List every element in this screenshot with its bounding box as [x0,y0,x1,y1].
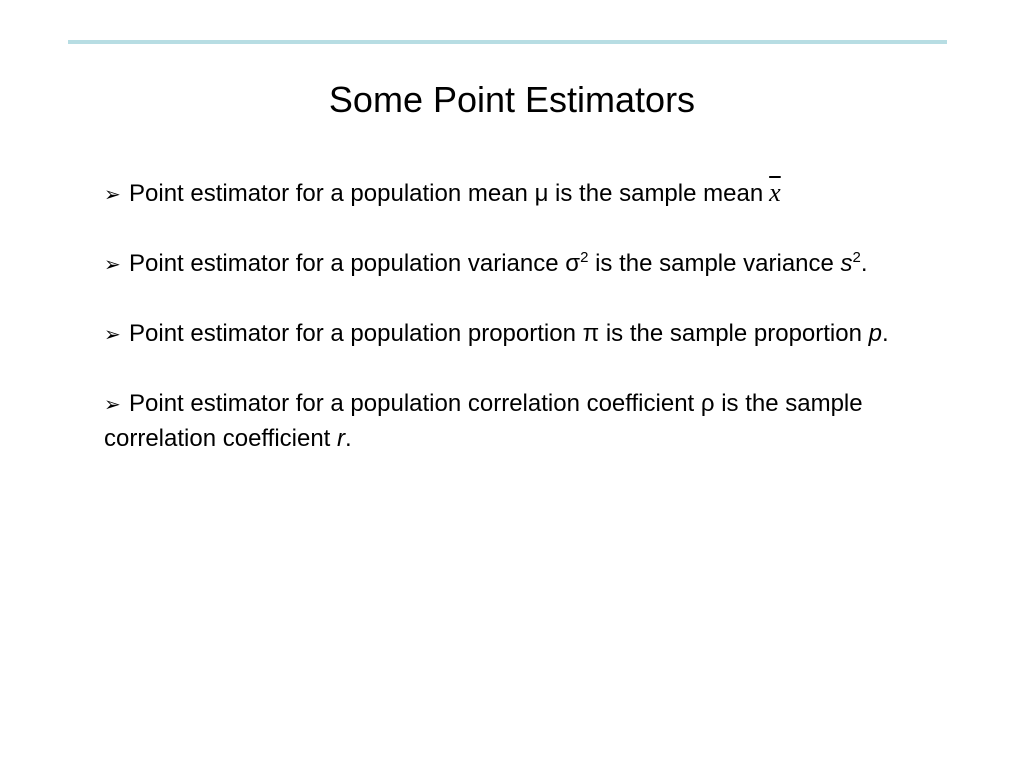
slide-title: Some Point Estimators [328,79,696,120]
bullet-text: Point estimator for a population proportion π is the sample proportion [129,320,869,347]
superscript: 2 [852,249,861,266]
bullet-text: is the sample variance [588,250,841,277]
bullet-text: . [860,250,868,277]
top-accent-rule [68,40,947,44]
arrow-bullet-icon: ➢ [104,394,121,416]
variable-symbol: r [337,425,346,452]
superscript: 2 [580,249,589,266]
bullet-list [104,176,924,491]
variable-symbol: p [868,320,882,347]
bullet-item-variance [104,247,924,282]
variable-symbol: s [840,250,853,277]
bullet-text: . [345,425,352,452]
bullet-text: Point estimator for a population correlation coefficient ρ is the sample correlation coefficient [104,390,863,452]
bullet-item-mean [104,176,924,212]
bullet-text: Point estimator for a population mean μ is the sample mean [129,180,764,207]
arrow-bullet-icon: ➢ [104,254,121,276]
bullet-text: . [882,320,889,347]
x-bar-symbol: $\overline{x}$ [769,178,781,207]
arrow-bullet-icon: ➢ [104,184,121,206]
bullet-item-proportion [104,317,924,352]
arrow-bullet-icon: ➢ [104,324,121,346]
bullet-item-correlation [104,387,924,456]
bullet-text: Point estimator for a population variance σ [129,250,581,277]
